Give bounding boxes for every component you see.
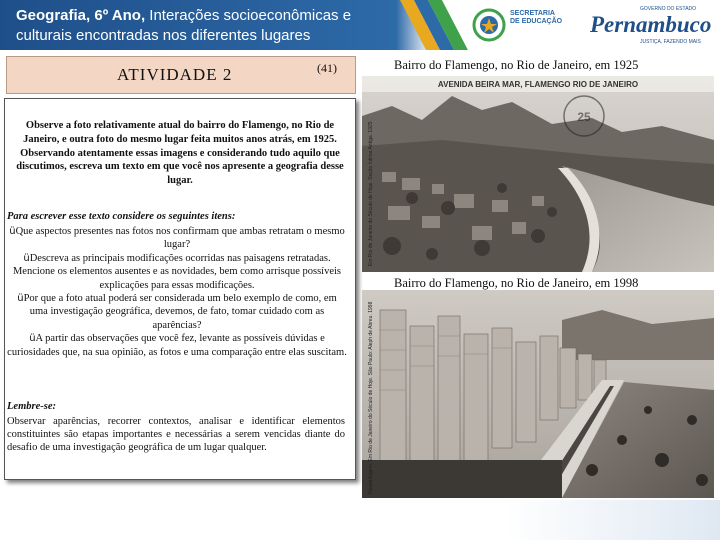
tip-item <box>7 332 347 359</box>
activity-title: ATIVIDADE 2 <box>117 65 233 84</box>
activity-number: (41) <box>317 61 337 75</box>
tip-text: A partir das observações que você fez, levante as possíveis dúvidas e curiosidades que, na sua opinião, as fotos e uma comparação entre elas suscitam. <box>7 333 347 358</box>
check-icon: ü <box>29 333 36 345</box>
check-icon: ü <box>9 226 16 237</box>
caption-1925: Bairro do Flamengo, no Rio de Janeiro, em 1925 <box>394 58 639 72</box>
footer-bar <box>0 500 720 540</box>
photo-1925-credit-text: Em Rio de Janeiro do Século de Hoje. Seção Íntima Antiga. 1925 <box>368 121 374 266</box>
secretaria-line-1: SECRETARIA <box>510 10 555 17</box>
photo-1925-credit <box>362 76 380 272</box>
page-title-rest: Interações socioeconômicas e culturais encontradas nos diferentes lugares <box>16 7 352 44</box>
photo-1998-credit <box>362 290 380 498</box>
postmark-text: 25 <box>577 110 591 124</box>
secretaria-line-2: DE EDUCAÇÃO <box>510 18 563 25</box>
government-sublabel: GOVERNO DO ESTADO <box>640 6 697 12</box>
caption-1998: Bairro do Flamengo, no Rio de Janeiro, em 1998 <box>394 276 639 290</box>
photo-1925-image <box>362 76 714 272</box>
tip-item <box>7 292 347 332</box>
pernambuco-seal-icon <box>472 8 506 42</box>
state-name: Pernambuco <box>590 12 712 37</box>
tips-list <box>7 225 347 359</box>
tip-text: Que aspectos presentes nas fotos nos confirmam que ambas retratam o mesmo lugar? <box>15 226 345 251</box>
photo-flamengo-1998 <box>362 290 714 498</box>
activity-content <box>4 98 356 480</box>
check-icon: ü <box>17 293 24 305</box>
activity-header <box>6 56 356 94</box>
decorative-stripes <box>400 0 470 50</box>
page-title-bold: Geografia, 6º Ano, <box>16 7 146 24</box>
photo-1925-label: AVENIDA BEIRA MAR, FLAMENGO RIO DE JANEIRO <box>437 80 639 89</box>
check-icon: ü <box>23 252 30 264</box>
activity-intro: Observe a foto relativamente atual do bairro do Flamengo, no Rio de Janeiro, e outra foto do mesmo lugar feita muitos anos atrás, em 1925. Observando atentamente essas imagens e considerando tudo aquilo que discutimos, escreva um texto em que você nos apresente a geografia desse lugar. <box>16 120 344 187</box>
state-tagline: JUSTIÇA, FAZENDO MAIS <box>640 39 701 45</box>
remember-text: Observar aparências, recorrer contextos, analisar e identificar elementos constituintes são etapas importantes e necessárias a serem vencidas diante do desafio de uma investigação geográfica de um lugar qualquer. <box>7 416 345 454</box>
tip-text: Descreva as principais modificações ocorridas nas paisagens retratadas. Mencione os elementos ausentes e as novidades, bem como arrisque possíveis explicações para essas modificações. <box>12 252 342 291</box>
remember-title: Lembre-se: <box>7 401 56 412</box>
tips-title: Para escrever esse texto considere os seguintes itens: <box>7 211 236 222</box>
government-logo <box>470 4 710 46</box>
photo-1998-image <box>362 290 714 498</box>
secretaria-label <box>510 10 570 26</box>
photo-1998-credit-text: Hospedagem. Em Rio de Janeiro do Século de Hoje. São Paulo: Aleph de Abreu. 1998 <box>368 301 374 494</box>
tip-item <box>7 225 347 252</box>
tip-text: Por que a foto atual poderá ser considerada um belo exemplo de como, em uma investigação geográfica, devemos, de fato, tomar cuidado com as aparências? <box>23 293 337 331</box>
tip-item <box>7 252 347 292</box>
page-title <box>16 6 396 46</box>
photo-flamengo-1925 <box>362 76 714 272</box>
header-bar <box>0 0 720 50</box>
